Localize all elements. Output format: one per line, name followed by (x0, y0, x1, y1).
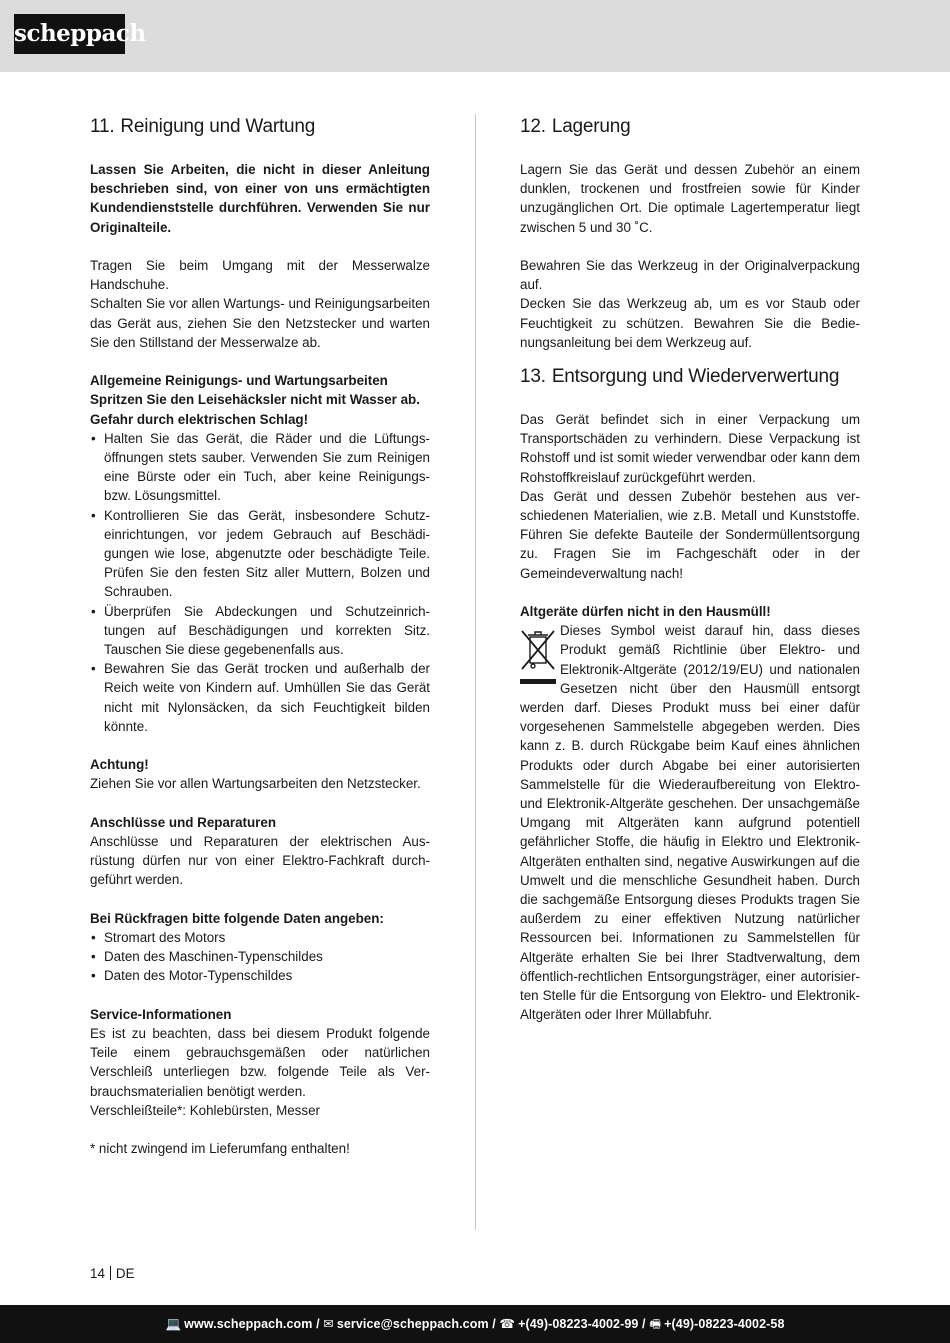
attention-text: Ziehen Sie vor allen Wartungsarbeiten den Netzstecker. (90, 776, 421, 792)
footer-fax: +(49)-08223-4002-58 (664, 1317, 785, 1331)
heading-number: 11. (90, 116, 115, 137)
service-heading: Service-Informationen (90, 1006, 232, 1022)
intro-warning: Lassen Sie Arbeiten, die nicht in dieser Anleitung beschrieben sind, von einer von uns ermächtigten Kundendienststelle durchführen. Verwenden Sie nur Originalteile. (90, 162, 430, 235)
connections-heading: Anschlüsse und Reparaturen (90, 814, 277, 830)
list-item: • Überprüfen Sie Abdeckungen und Schutzeinrichtungen auf Beschädigungen und korrekten Sitz. Tauschen Sie diese gegebenenfalls aus. (90, 602, 430, 660)
section-heading-storage (520, 114, 860, 140)
list-item: • Halten Sie das Gerät, die Räder und die Lüftungsöffnungen stets sauber. Verwenden Sie zum Reinigen eine Bürste oder ein Tuch, aber keine Reinigungs- bzw. Lösungsmittel. (90, 429, 430, 506)
switch-off-paragraph: Schalten Sie vor allen Wartungs- und Reinigungsarbeiten das Gerät aus, ziehen Sie den Netzstecker und warten Sie den Stillstand der Messerwalze ab. (90, 296, 430, 350)
page-number-separator (110, 1266, 111, 1280)
header-bar (0, 0, 950, 72)
column-divider (475, 114, 476, 1230)
fax-icon: 🖷 (649, 1317, 662, 1331)
queries-list (90, 928, 430, 986)
general-maintenance-list (90, 429, 430, 736)
mail-icon: ✉ (323, 1317, 334, 1331)
weee-text: Dieses Symbol weist darauf hin, dass dieses Produkt gemäß Richtlinie über Elektro- und Elektronik-Altgeräte (2012/19/EU) und nationalen Gesetzen nicht über den Hausmüll entsorgt werden darf. Dieses Produkt muss bei einer dafür vorgesehenen Sammelstelle abgegeben werden. Dies kann z. B. durch Rückgabe beim Kauf eines ähnlichen Produkts oder durch Abgabe bei einer autorisierten Sammelstelle für die Wiederaufbereitung von Elektro- und Elektronik-Altgeräte geschehen. Der unsachgemäße Umgang mit Altgeräten kann aufgrund potentiell gefährlicher Stoffe, die häufig in Elektro und Elektronik-Altgeräten enthalten sind, negative Auswirkungen auf die Umwelt und die menschliche Gesundheit haben. Durch die sachgemäße Entsorgung dieses Produkts tragen Sie außerdem zu einer effektiven Nutzung natürlicher Ressourcen bei. Informationen zu Sammelstellen für Altgeräte erhalten Sie bei Ihrer Stadtverwaltung, dem öffentlich-rechtlichen Entsorgungsträger, einer autorisierten Stelle für die Entsorgung von Elektro- und Elektronik-Altgeräten oder Ihrer Müllabfuhr. (520, 623, 860, 1023)
list-item: • Daten des Motor-Typenschildes (90, 966, 430, 985)
list-item: • Bewahren Sie das Gerät trocken und außerhalb der Reich weite von Kindern auf. Umhüllen Sie das Gerät nicht mit Nylonsäcken, da sich Feuchtigkeit bilden könnte. (90, 659, 430, 736)
storage-paragraph-2: Bewahren Sie das Werkzeug in der Originalverpackung auf. (520, 258, 860, 293)
crossed-bin-icon (520, 623, 556, 695)
queries-heading: Bei Rückfragen bitte folgende Daten angeben: (90, 910, 384, 926)
phone-icon: ☎ (499, 1317, 516, 1331)
right-column (520, 114, 860, 1025)
footer-bar (0, 1305, 950, 1343)
list-item: • Kontrollieren Sie das Gerät, insbesondere Schutzeinrichtungen, vor jedem Gebrauch auf Beschädigungen wie lose, abgenutzte oder beschädigte Teile. Prüfen Sie den festen Sitz aller Muttern, Bolzen und Schrauben. (90, 506, 430, 602)
scheppach-logo: scheppach (14, 14, 125, 54)
wear-parts-text: Verschleißteile*: Kohlebürsten, Messer (90, 1102, 320, 1118)
page-language: DE (115, 1266, 135, 1281)
footnote: * nicht zwingend im Lieferumfang enthalten! (90, 1141, 350, 1157)
general-maintenance-heading: Allgemeine Reinigungs- und Wartungsarbeiten Spritzen Sie den Leisehäcksler nicht mit Wasser ab. Gefahr durch elektrischen Schlag! (90, 373, 420, 427)
disposal-paragraph-1: Das Gerät befindet sich in einer Verpackung um Transportschäden zu verhindern. Diese Verpackung ist Rohstoff und ist somit wieder verwendbar oder kann dem Rohstoffkreislauf zurückgeführt werden. (520, 412, 860, 485)
footer-phone: +(49)-08223-4002-99 / (518, 1317, 646, 1331)
heading-number: 12. (520, 116, 546, 137)
storage-paragraph-1: Lagern Sie das Gerät und dessen Zubehör an einem dunklen, trockenen und frostfreien sowie für Kinder unzugänglichen Ort. Die optimale Lagertemperatur liegt zwischen 5 und 30 ˚C. (520, 162, 860, 235)
weee-section (520, 621, 860, 1024)
section-heading-disposal (520, 364, 860, 390)
footer-website[interactable]: www.scheppach.com / (184, 1317, 320, 1331)
service-text: Es ist zu beachten, dass bei diesem Produkt folgende Teile einem gebrauchsgemäßen oder natürlichen Verschleiß unterliegen bzw. folgende Teile als Verbrauchsmaterialien benötigt werden. (90, 1026, 430, 1099)
weee-heading: Altgeräte dürfen nicht in den Hausmüll! (520, 604, 771, 620)
storage-paragraph-3: Decken Sie das Werkzeug ab, um es vor Staub oder Feuchtigkeit zu schützen. Bewahren Sie die Bedienungsanleitung bei dem Werkzeug auf. (520, 296, 860, 350)
attention-heading: Achtung! (90, 757, 149, 773)
heading-title: Reinigung und Wartung (120, 116, 316, 137)
heading-title: Entsorgung und Wiederverwertung (551, 366, 840, 388)
footer-email[interactable]: service@scheppach.com / (336, 1317, 496, 1331)
connections-text: Anschlüsse und Reparaturen der elektrischen Ausrüstung dürfen nur von einer Elektro-Fachkraft durchgeführt werden. (90, 834, 430, 888)
list-item: • Daten des Maschinen-Typenschildes (90, 947, 430, 966)
section-heading-cleaning (90, 114, 430, 140)
heading-title: Lagerung (551, 116, 631, 137)
disposal-paragraph-2: Das Gerät und dessen Zubehör bestehen aus verschiedenen Materialien, wie z.B. Metall und Kunststoffe. Führen Sie defekte Bauteile der Sondermüllentsorgung zu. Fragen Sie im Fachgeschäft oder in der Gemeindeverwaltung nach! (520, 488, 860, 581)
left-column (90, 114, 430, 1158)
gloves-paragraph: Tragen Sie beim Umgang mit der Messerwalze Handschuhe. (90, 258, 430, 293)
heading-number: 13. (520, 366, 546, 388)
page-number-value: 14 (90, 1266, 105, 1281)
computer-icon: 💻 (165, 1317, 182, 1331)
list-item: • Stromart des Motors (90, 928, 430, 947)
page-number (90, 1265, 135, 1283)
